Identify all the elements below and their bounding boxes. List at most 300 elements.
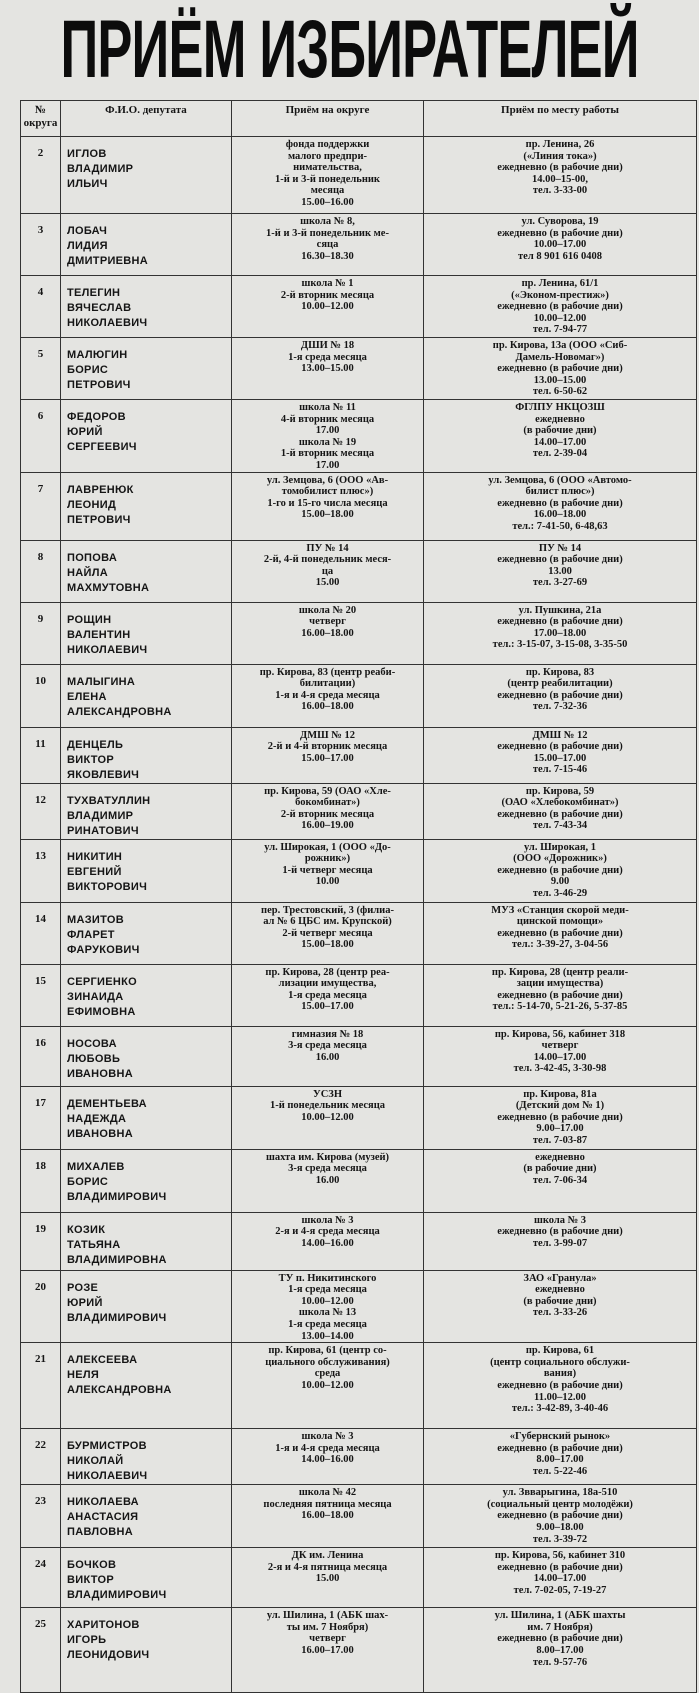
- district-reception-line: 10.00: [315, 876, 340, 888]
- district-number: 10: [21, 664, 61, 727]
- work-reception-line: ежедневно (в рабочие дни): [497, 301, 623, 313]
- work-reception-line: ежедневно (в рабочие дни): [497, 162, 623, 174]
- work-reception: [424, 400, 697, 473]
- deputy-name-line: ДЕНЦЕЛЬ: [67, 738, 124, 751]
- work-reception-line: 14.00–17.00: [533, 1573, 587, 1585]
- work-reception: [424, 902, 697, 964]
- deputy-name-line: КОЗИК: [67, 1223, 106, 1236]
- deputy-name-line: ЛЮБОВЬ: [67, 1052, 121, 1065]
- district-reception-line: 16.00: [315, 1051, 340, 1063]
- work-reception: [424, 727, 697, 783]
- district-reception-line: 2-й четверг месяца: [282, 927, 373, 939]
- district-reception-line: ул. Широкая, 1 (ООО «До-: [264, 841, 391, 853]
- work-reception-line: вания): [543, 1368, 577, 1380]
- deputy-name: [61, 1343, 232, 1429]
- deputy-name-line: НИКИТИН: [67, 850, 123, 863]
- work-reception-line: тел. 6-50-62: [532, 386, 588, 398]
- district-reception-line: томобилист плюс»): [281, 486, 374, 498]
- work-reception-line: тел. 7-03-87: [532, 1134, 588, 1146]
- work-reception-line: пр. Кирова, 56, кабинет 310: [494, 1550, 626, 1562]
- work-reception-line: тел 8 901 616 0408: [518, 250, 602, 262]
- deputy-name-line: ЛАВРЕНЮК: [67, 483, 134, 496]
- deputy-name-line: АЛЕКСАНДРОВНА: [67, 705, 172, 718]
- deputy-name-line: ИВАНОВНА: [67, 1127, 133, 1140]
- work-reception: [424, 602, 697, 664]
- work-reception-line: ежедневно (в рабочие дни): [497, 808, 623, 820]
- work-reception-line: ежедневно: [535, 1151, 585, 1163]
- district-number: 24: [21, 1548, 61, 1608]
- work-reception-line: ежедневно (в рабочие дни): [497, 363, 623, 375]
- district-reception-line: 10.00–12.00: [301, 1379, 354, 1391]
- deputy-name-line: БОЧКОВ: [67, 1559, 117, 1572]
- deputy-name: [61, 964, 232, 1026]
- work-reception-line: 14.00–15-00,: [532, 173, 588, 185]
- work-reception-line: ежедневно (в рабочие дни): [497, 927, 623, 939]
- deputy-name-line: ДЕМЕНТЬЕВА: [67, 1097, 147, 1110]
- district-number: 25: [21, 1608, 61, 1693]
- district-reception-line: 1-я среда месяца: [288, 351, 367, 363]
- deputy-name-line: ВИКТОР: [67, 1574, 114, 1587]
- work-reception-line: пр. Кирова, 56, кабинет 318: [494, 1028, 626, 1040]
- table-row: [21, 1608, 697, 1693]
- work-reception-line: ежедневно (в рабочие дни): [497, 554, 623, 566]
- work-reception-line: тел.: 3-39-27, 3-04-56: [511, 939, 609, 951]
- deputy-name-line: НЕЛЯ: [67, 1369, 100, 1382]
- district-number: 16: [21, 1026, 61, 1086]
- district-reception-line: 17.00: [315, 425, 340, 437]
- table-row: [21, 1343, 697, 1429]
- deputy-name-line: ПАВЛОВНА: [67, 1526, 134, 1539]
- district-number: 9: [21, 602, 61, 664]
- deputy-name-line: ДМИТРИЕВНА: [67, 255, 149, 267]
- work-reception-line: тел.: 3-15-07, 3-15-08, 3-35-50: [492, 639, 628, 651]
- district-reception-line: 14.00–16.00: [301, 1454, 354, 1466]
- header-num-line: №: [34, 104, 47, 116]
- district-reception-line: 13.00–14.00: [301, 1330, 354, 1342]
- district-number: 5: [21, 338, 61, 400]
- work-reception-line: (ООО «Дорожник»): [513, 853, 607, 865]
- work-reception-line: ЗАО «Гранула»: [523, 1272, 597, 1284]
- work-reception-line: пр. Ленина, 26: [525, 139, 595, 150]
- deputy-name-line: ВЛАДИМИРОВИЧ: [67, 1190, 167, 1203]
- district-number: 6: [21, 400, 61, 473]
- district-reception: [232, 472, 424, 540]
- district-reception: [232, 1212, 424, 1270]
- district-reception-line: среда: [314, 1368, 341, 1380]
- district-reception: [232, 1270, 424, 1343]
- district-reception-line: ПУ № 14: [306, 542, 349, 554]
- deputy-name-line: ЛЕОНИДОВИЧ: [67, 1649, 150, 1662]
- work-reception: [424, 1212, 697, 1270]
- district-reception-line: малого предпри-: [287, 150, 368, 162]
- district-reception-line: 1-я и 4-я среда месяца: [275, 689, 380, 701]
- work-reception-line: ул. Широкая, 1: [523, 841, 597, 853]
- work-reception-line: ул. Шилина, 1 (АБК шахты: [494, 1610, 626, 1622]
- work-reception-line: пр. Кирова, 83: [525, 666, 595, 678]
- work-reception-line: (в рабочие дни): [523, 1163, 597, 1175]
- deputy-name-line: МИХАЛЕВ: [67, 1160, 125, 1173]
- header-district-reception: Приём на округе: [232, 101, 424, 137]
- deputy-name: [61, 276, 232, 338]
- district-reception: [232, 540, 424, 602]
- work-reception-line: ежедневно (в рабочие дни): [497, 689, 623, 701]
- work-reception: [424, 472, 697, 540]
- district-reception-line: 16.00–19.00: [301, 820, 354, 832]
- deputy-name-line: ЛОБАЧ: [67, 225, 108, 237]
- district-reception-line: 1-я среда месяца: [288, 1318, 367, 1330]
- work-reception-line: МУЗ «Станция скорой меди-: [491, 904, 629, 916]
- table-row: [21, 472, 697, 540]
- deputy-name-line: ВЛАДИМИРОВИЧ: [67, 1589, 167, 1602]
- work-reception: [424, 1343, 697, 1429]
- work-reception: [424, 1608, 697, 1693]
- deputy-name-line: ЕЛЕНА: [67, 690, 107, 703]
- work-reception-line: пр. Кирова, 59: [525, 785, 595, 797]
- deputy-name-line: ИЛЬИЧ: [67, 178, 108, 190]
- deputy-name-line: НАЙЛА: [67, 566, 108, 579]
- deputy-name-line: ЗИНАИДА: [67, 990, 124, 1003]
- district-reception: [232, 839, 424, 902]
- work-reception: [424, 540, 697, 602]
- deputy-name-line: ЮРИЙ: [67, 1296, 103, 1309]
- work-reception-line: ежедневно (в рабочие дни): [497, 616, 623, 628]
- deputy-name: [61, 137, 232, 214]
- work-reception-line: тел. 9-57-76: [532, 1656, 588, 1668]
- district-reception-line: 1-я и 4-я среда месяца: [275, 1442, 380, 1454]
- work-reception-line: 17.00–18.00: [533, 627, 587, 639]
- district-reception-line: 16.00–18.00: [301, 1510, 354, 1522]
- deputy-name-line: ВЛАДИМИР: [67, 163, 134, 175]
- work-reception-line: 13.00–15.00: [533, 374, 587, 386]
- district-reception-line: школа № 19: [298, 436, 357, 448]
- deputy-name-line: ЛЕОНИД: [67, 498, 117, 511]
- deputy-name-line: АЛЕКСЕЕВА: [67, 1354, 138, 1367]
- table-row: [21, 602, 697, 664]
- work-reception-line: (в рабочие дни): [523, 1295, 597, 1307]
- table-row: [21, 1270, 697, 1343]
- district-reception-line: школа № 1: [301, 278, 354, 289]
- page-title: [10, 2, 689, 96]
- district-reception-line: бокомбинат»): [295, 797, 360, 809]
- work-reception-line: тел. 3-39-72: [532, 1533, 588, 1545]
- deputy-name: [61, 664, 232, 727]
- district-number: 20: [21, 1270, 61, 1343]
- work-reception-line: «Губернский рынок»: [509, 1431, 611, 1443]
- deputy-name-line: ЯКОВЛЕВИЧ: [67, 768, 140, 781]
- district-reception-line: 3-я среда месяца: [288, 1040, 367, 1052]
- work-reception-line: 14.00–17.00: [533, 436, 587, 448]
- district-reception-line: 10.00–12.00: [301, 301, 354, 313]
- district-reception: [232, 602, 424, 664]
- deputy-name-line: БОРИС: [67, 1175, 109, 1188]
- work-reception-line: тел. 2-39-04: [532, 448, 588, 460]
- table-row: [21, 214, 697, 276]
- work-reception: [424, 664, 697, 727]
- district-number: 23: [21, 1485, 61, 1548]
- deputy-name-line: НАДЕЖДА: [67, 1112, 127, 1125]
- deputy-name-line: ФЛАРЕТ: [67, 928, 115, 941]
- deputy-name-line: ХАРИТОНОВ: [67, 1619, 140, 1632]
- district-reception-line: четверг: [309, 1633, 346, 1645]
- work-reception-line: ул. Суворова, 19: [521, 216, 599, 227]
- work-reception-line: тел.: 7-41-50, 6-48,63: [512, 520, 608, 532]
- deputy-name-line: ИГЛОВ: [67, 148, 107, 160]
- deputy-name: [61, 1608, 232, 1693]
- header-deputy-name: Ф.И.О. депутата: [61, 101, 232, 137]
- district-reception-line: 17.00: [315, 459, 340, 471]
- deputy-name-line: ТУХВАТУЛЛИН: [67, 794, 151, 807]
- deputy-name: [61, 1086, 232, 1149]
- district-reception: [232, 1149, 424, 1212]
- district-reception-line: месяца: [310, 185, 345, 197]
- district-reception-line: ты им. 7 Ноября): [286, 1621, 369, 1633]
- deputy-name-line: НИКОЛАЙ: [67, 1455, 124, 1468]
- deputy-name-line: ВЛАДИМИРОВНА: [67, 1253, 167, 1266]
- district-reception: [232, 137, 424, 214]
- deputy-name: [61, 839, 232, 902]
- district-number: 14: [21, 902, 61, 964]
- work-reception-line: пр. Ленина, 61/1: [521, 278, 599, 289]
- table-row: [21, 338, 697, 400]
- work-reception-line: билист плюс»): [525, 486, 595, 498]
- district-number: 4: [21, 276, 61, 338]
- district-number: 15: [21, 964, 61, 1026]
- district-number: 13: [21, 839, 61, 902]
- work-reception-line: 13.00: [548, 565, 572, 577]
- deputy-name-line: АНАСТАСИЯ: [67, 1511, 139, 1524]
- deputy-name-line: ТАТЬЯНА: [67, 1238, 121, 1251]
- work-reception-line: ФГЛПУ НКЦОЗШ: [515, 402, 605, 413]
- deputy-name-line: ФЕДОРОВ: [67, 411, 126, 423]
- district-reception-line: 1-й четверг месяца: [282, 864, 373, 876]
- work-reception-line: четверг: [541, 1040, 579, 1052]
- deputy-name-line: ВИКТОР: [67, 753, 114, 766]
- district-reception-line: ул. Шилина, 1 (АБК шах-: [266, 1610, 389, 1622]
- district-reception-line: ДШИ № 18: [300, 340, 355, 351]
- work-reception-line: пр. Кирова, 13а (ООО «Сиб-: [492, 340, 628, 351]
- district-number: 21: [21, 1343, 61, 1429]
- district-reception-line: 15.00: [315, 577, 340, 589]
- district-reception-line: 15.00–17.00: [301, 1001, 354, 1013]
- district-reception-line: 15.00–17.00: [301, 752, 354, 764]
- district-reception: [232, 1548, 424, 1608]
- work-reception: [424, 839, 697, 902]
- work-reception-line: ежедневно (в рабочие дни): [497, 227, 623, 239]
- district-reception-line: 1-й понедельник месяца: [269, 1100, 386, 1112]
- district-reception: [232, 400, 424, 473]
- work-reception-line: ежедневно (в рабочие дни): [497, 1442, 623, 1454]
- table-row: [21, 964, 697, 1026]
- work-reception-line: тел. 3-99-07: [532, 1237, 588, 1249]
- table-row: [21, 783, 697, 839]
- district-reception-line: 16.00: [315, 1174, 340, 1186]
- district-reception-line: 1-го и 15-го числа месяца: [267, 497, 388, 509]
- district-reception-line: школа № 11: [299, 402, 356, 413]
- district-reception-line: 16.00–18.00: [301, 627, 354, 639]
- deputy-name-line: ПЕТРОВИЧ: [67, 379, 131, 391]
- district-reception-line: ДК им. Ленина: [291, 1550, 364, 1562]
- district-reception-line: фонда поддержки: [285, 139, 370, 150]
- work-reception: [424, 1548, 697, 1608]
- deputy-name-line: ВЛАДИМИР: [67, 809, 134, 822]
- work-reception-line: 16.00–18.00: [533, 509, 587, 521]
- district-reception-line: рожник»): [304, 853, 351, 865]
- district-reception-line: нимательства,: [293, 162, 362, 174]
- work-reception-line: ежедневно (в рабочие дни): [497, 1111, 623, 1123]
- district-reception-line: 15.00–18.00: [301, 939, 354, 951]
- district-number: 11: [21, 727, 61, 783]
- district-number: 12: [21, 783, 61, 839]
- district-reception-line: пр. Кирова, 59 (ОАО «Хле-: [264, 785, 391, 797]
- deputy-name-line: РОЩИН: [67, 613, 112, 626]
- work-reception-line: ежедневно (в рабочие дни): [497, 1633, 623, 1645]
- work-reception-line: им. 7 Ноября): [527, 1621, 593, 1633]
- district-reception-line: пр. Кирова, 83 (центр реаби-: [259, 666, 396, 678]
- deputy-name-line: РИНАТОВИЧ: [67, 824, 139, 837]
- district-reception-line: 2-я и 4-я среда месяца: [275, 1226, 380, 1238]
- district-reception-line: пер. Трестовский, 3 (филиа-: [261, 904, 394, 916]
- work-reception-line: школа № 3: [533, 1214, 587, 1226]
- district-reception-line: ТУ п. Никитинского: [278, 1272, 377, 1284]
- district-reception-line: ДМШ № 12: [300, 729, 355, 741]
- district-reception-line: четверг: [309, 616, 346, 628]
- table-row: [21, 1212, 697, 1270]
- deputy-name-line: ИВАНОВНА: [67, 1067, 133, 1080]
- work-reception: [424, 1149, 697, 1212]
- deputy-name-line: ФАРУКОВИЧ: [67, 943, 140, 956]
- deputy-name-line: ЛИДИЯ: [67, 240, 108, 252]
- district-number: 18: [21, 1149, 61, 1212]
- table-row: [21, 1548, 697, 1608]
- deputy-name-line: НИКОЛАЕВИЧ: [67, 643, 148, 656]
- work-reception: [424, 1270, 697, 1343]
- deputy-name: [61, 1270, 232, 1343]
- deputy-name: [61, 540, 232, 602]
- district-reception-line: 3-я среда месяца: [288, 1163, 367, 1175]
- table-row: [21, 664, 697, 727]
- district-reception: [232, 1343, 424, 1429]
- district-reception-line: 15.00–16.00: [301, 196, 354, 208]
- work-reception-line: пр. Кирова, 81а: [523, 1088, 597, 1100]
- work-reception-line: 10.00–17.00: [533, 239, 587, 251]
- district-reception-line: 14.00–16.00: [301, 1237, 354, 1249]
- district-number: 2: [21, 137, 61, 214]
- table-row: [21, 727, 697, 783]
- deputy-name-line: АЛЕКСАНДРОВНА: [67, 1384, 172, 1397]
- deputy-name: [61, 1212, 232, 1270]
- work-reception-line: ежедневно (в рабочие дни): [497, 1379, 623, 1391]
- district-reception: [232, 783, 424, 839]
- table-row: [21, 1485, 697, 1548]
- table-header-row: [21, 101, 697, 137]
- work-reception-line: ежедневно: [535, 413, 585, 425]
- table-row: [21, 839, 697, 902]
- work-reception-line: 11.00–12.00: [534, 1391, 586, 1403]
- work-reception-line: пр. Кирова, 61: [525, 1345, 595, 1357]
- work-reception-line: тел.: 5-14-70, 5-21-26, 5-37-85: [492, 1001, 628, 1013]
- deputy-name: [61, 400, 232, 473]
- work-reception: [424, 1485, 697, 1548]
- deputy-name-line: ВЯЧЕСЛАВ: [67, 302, 132, 314]
- deputy-name: [61, 602, 232, 664]
- work-reception-line: (социальный центр молодёжи): [487, 1498, 633, 1510]
- district-reception-line: УСЗН: [313, 1088, 342, 1100]
- work-reception: [424, 1429, 697, 1485]
- deputy-name: [61, 472, 232, 540]
- work-reception-line: тел. 7-06-34: [532, 1174, 588, 1186]
- table-row: [21, 400, 697, 473]
- district-reception-line: 2-й вторник месяца: [280, 289, 375, 301]
- deputy-name-line: ПОПОВА: [67, 551, 118, 564]
- district-reception: [232, 964, 424, 1026]
- district-reception: [232, 276, 424, 338]
- district-reception-line: 1-й вторник месяца: [280, 448, 375, 460]
- work-reception-line: 8.00–17.00: [536, 1454, 584, 1466]
- work-reception-line: тел. 7-43-34: [532, 820, 588, 832]
- district-reception-line: 13.00–15.00: [301, 363, 354, 375]
- deputy-name-line: СЕРГИЕНКО: [67, 975, 138, 988]
- deputy-name-line: ИГОРЬ: [67, 1634, 107, 1647]
- district-reception-line: пр. Кирова, 61 (центр со-: [268, 1345, 387, 1357]
- deputy-name-line: БУРМИСТРОВ: [67, 1440, 147, 1453]
- table-row: [21, 1149, 697, 1212]
- deputy-name-line: МАЛЫГИНА: [67, 675, 136, 688]
- district-reception-line: 4-й вторник месяца: [280, 413, 375, 425]
- work-reception-line: цинской помощи»: [516, 916, 604, 928]
- district-reception-line: ца: [321, 565, 334, 577]
- table-row: [21, 1086, 697, 1149]
- district-reception-line: гимназия № 18: [291, 1028, 364, 1040]
- deputy-name-line: СЕРГЕЕВИЧ: [67, 441, 137, 453]
- work-reception-line: тел. 3-33-26: [532, 1307, 588, 1319]
- work-reception-line: ежедневно (в рабочие дни): [497, 1226, 623, 1238]
- work-reception: [424, 214, 697, 276]
- deputy-name: [61, 902, 232, 964]
- work-reception-line: ежедневно (в рабочие дни): [497, 497, 623, 509]
- district-reception-line: 1-я среда месяца: [288, 1284, 367, 1296]
- district-number: 8: [21, 540, 61, 602]
- work-reception: [424, 964, 697, 1026]
- district-reception-line: школа № 3: [301, 1214, 354, 1226]
- deputy-name-line: ЮРИЙ: [67, 426, 103, 438]
- table-row: [21, 1429, 697, 1485]
- work-reception-line: Дамель-Новомаг»): [515, 351, 605, 363]
- work-reception-line: 9.00–17.00: [536, 1123, 584, 1135]
- district-reception-line: 1-я среда месяца: [288, 989, 367, 1001]
- work-reception-line: 8.00–17.00: [536, 1644, 584, 1656]
- work-reception-line: 9.00: [550, 876, 570, 888]
- deputy-name: [61, 338, 232, 400]
- work-reception: [424, 276, 697, 338]
- deputy-name-line: МАЗИТОВ: [67, 913, 124, 926]
- deputy-name-line: ВАЛЕНТИН: [67, 628, 131, 641]
- work-reception-line: ежедневно: [535, 1284, 585, 1296]
- district-number: 19: [21, 1212, 61, 1270]
- district-reception: [232, 1086, 424, 1149]
- deputy-name: [61, 1429, 232, 1485]
- district-reception-line: последняя пятница месяца: [263, 1498, 392, 1510]
- work-reception-line: ДМШ № 12: [532, 729, 588, 741]
- deputy-name-line: ТЕЛЕГИН: [67, 287, 121, 299]
- district-reception-line: сяца: [316, 239, 339, 251]
- district-reception-line: школа № 20: [298, 604, 357, 616]
- table-body: [21, 137, 697, 1693]
- work-reception-line: (в рабочие дни): [523, 425, 597, 437]
- district-reception-line: 15.00–18.00: [301, 509, 354, 521]
- table-row: [21, 1026, 697, 1086]
- district-reception: [232, 1485, 424, 1548]
- deputy-name: [61, 1548, 232, 1608]
